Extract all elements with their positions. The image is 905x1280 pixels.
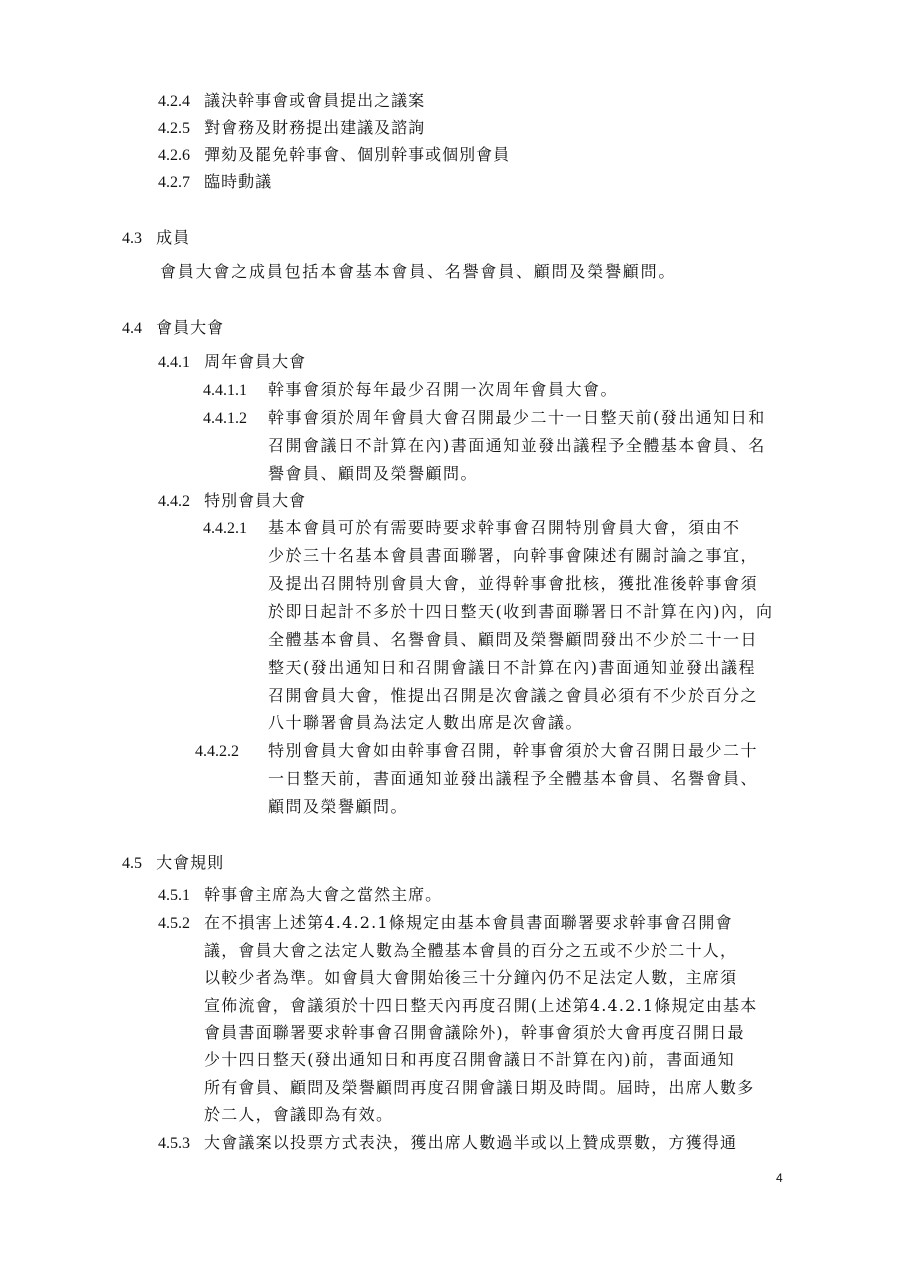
clause-number: 4.2.5 [158,120,190,137]
clause-line: 譽會員、顧問及榮譽顧問。 [268,464,479,483]
clause-line: 整天(發出通知日和召開會議日不計算在內)書面通知並發出議程 [268,658,756,677]
clause-4-4-2-2 [195,741,239,762]
clause-4-4-1-2 [203,408,247,429]
clause-number: 4.4.2.2 [195,743,239,760]
section-number: 4.4 [122,320,142,337]
clause-line: 八十聯署會員為法定人數出席是次會議。 [268,713,584,732]
clause-number: 4.2.4 [158,93,190,110]
clause-number: 4.4.2 [158,493,190,510]
clause-line: 議，會員大會之法定人數為全體基本會員的百分之五或不少於二十人， [204,941,738,960]
clause-4-4-2-1 [203,518,247,539]
subsection-4-4-2 [158,491,306,512]
clause-number: 4.5.2 [158,915,190,932]
clause-4-2-5 [158,118,425,139]
section-body-4-3: 會員大會之成員包括本會基本會員、名譽會員、顧問及榮譽顧問。 [160,262,677,281]
page-number: 4 [776,1171,783,1185]
clause-line: 在不損害上述第4.4.2.1條規定由基本會員書面聯署要求幹事會召開會 [204,913,733,932]
clause-line: 大會議案以投票方式表決，獲出席人數過半或以上贊成票數，方獲得通 [204,1133,738,1152]
clause-line: 一日整天前，書面通知並發出議程予全體基本會員、名譽會員、 [268,769,759,788]
clause-line: 宣佈流會，會議須於十四日整天內再度召開(上述第4.4.2.1條規定由基本 [204,996,758,1015]
clause-number: 4.4.1.2 [203,410,247,427]
section-heading-4-3 [122,228,190,249]
section-title: 會員大會 [156,318,225,337]
clause-line: 以較少者為準。如會員大會開始後三十分鐘內仍不足法定人數，主席須 [204,968,738,987]
clause-text: 議決幹事會或會員提出之議案 [204,91,426,110]
clause-text: 幹事會主席為大會之當然主席。 [204,885,443,904]
section-title: 大會規則 [156,853,225,872]
clause-4-5-1 [158,885,442,906]
clause-4-2-4 [158,91,425,112]
clause-line: 於二人，會議即為有效。 [204,1105,394,1124]
clause-line: 召開會議日不計算在內)書面通知並發出議程予全體基本會員、名 [268,436,766,455]
clause-line: 召開會員大會，惟提出召開是次會議之會員必須有不少於百分之 [268,686,759,705]
clause-number: 4.2.6 [158,147,190,164]
clause-number: 4.2.7 [158,174,190,191]
clause-line: 少十四日整天(發出通知日和再度召開會議日不計算在內)前，書面通知 [204,1050,735,1069]
clause-4-5-3 [158,1133,190,1154]
clause-number: 4.4.1 [158,354,190,371]
clause-line: 於即日起計不多於十四日整天(收到書面聯署日不計算在內)內，向 [268,602,774,621]
clause-4-4-1-1 [203,380,247,401]
section-number: 4.3 [122,230,142,247]
clause-line: 會員書面聯署要求幹事會召開會議除外)，幹事會須於大會再度召開日最 [204,1023,745,1042]
clause-line: 幹事會須於周年會員大會召開最少二十一日整天前(發出通知日和 [268,408,766,427]
clause-number: 4.4.2.1 [203,520,247,537]
clause-4-5-2 [158,913,190,934]
section-title: 成員 [156,228,191,247]
clause-number: 4.5.3 [158,1135,190,1152]
subsection-4-4-1 [158,352,306,373]
clause-text: 對會務及財務提出建議及諮詢 [204,118,426,137]
clause-line: 所有會員、顧問及榮譽顧問再度召開會議日期及時間。屆時，出席人數多 [204,1078,755,1097]
clause-4-2-7 [158,172,272,193]
clause-4-2-6 [158,145,510,166]
clause-text: 幹事會須於每年最少召開一次周年會員大會。 [268,380,619,399]
clause-line: 及提出召開特別會員大會，並得幹事會批核，獲批准後幹事會須 [268,574,759,593]
clause-line: 特別會員大會如由幹事會召開，幹事會須於大會召開日最少二十 [268,741,759,760]
clause-text: 特別會員大會 [204,491,307,510]
clause-line: 顧問及榮譽顧問。 [268,797,409,816]
clause-text: 臨時動議 [204,172,273,191]
clause-line: 全體基本會員、名譽會員、顧問及榮譽顧問發出不少於二十一日 [268,630,759,649]
clause-text: 周年會員大會 [204,352,307,371]
clause-number: 4.4.1.1 [203,382,247,399]
clause-number: 4.5.1 [158,887,190,904]
section-heading-4-4 [122,318,224,339]
section-heading-4-5 [122,853,224,874]
clause-line: 基本會員可於有需要時要求幹事會召開特別會員大會，須由不 [268,518,741,537]
section-number: 4.5 [122,855,142,872]
clause-text: 彈劾及罷免幹事會、個別幹事或個別會員 [204,145,511,164]
clause-line: 少於三十名基本會員書面聯署，向幹事會陳述有關討論之事宜， [268,546,759,565]
